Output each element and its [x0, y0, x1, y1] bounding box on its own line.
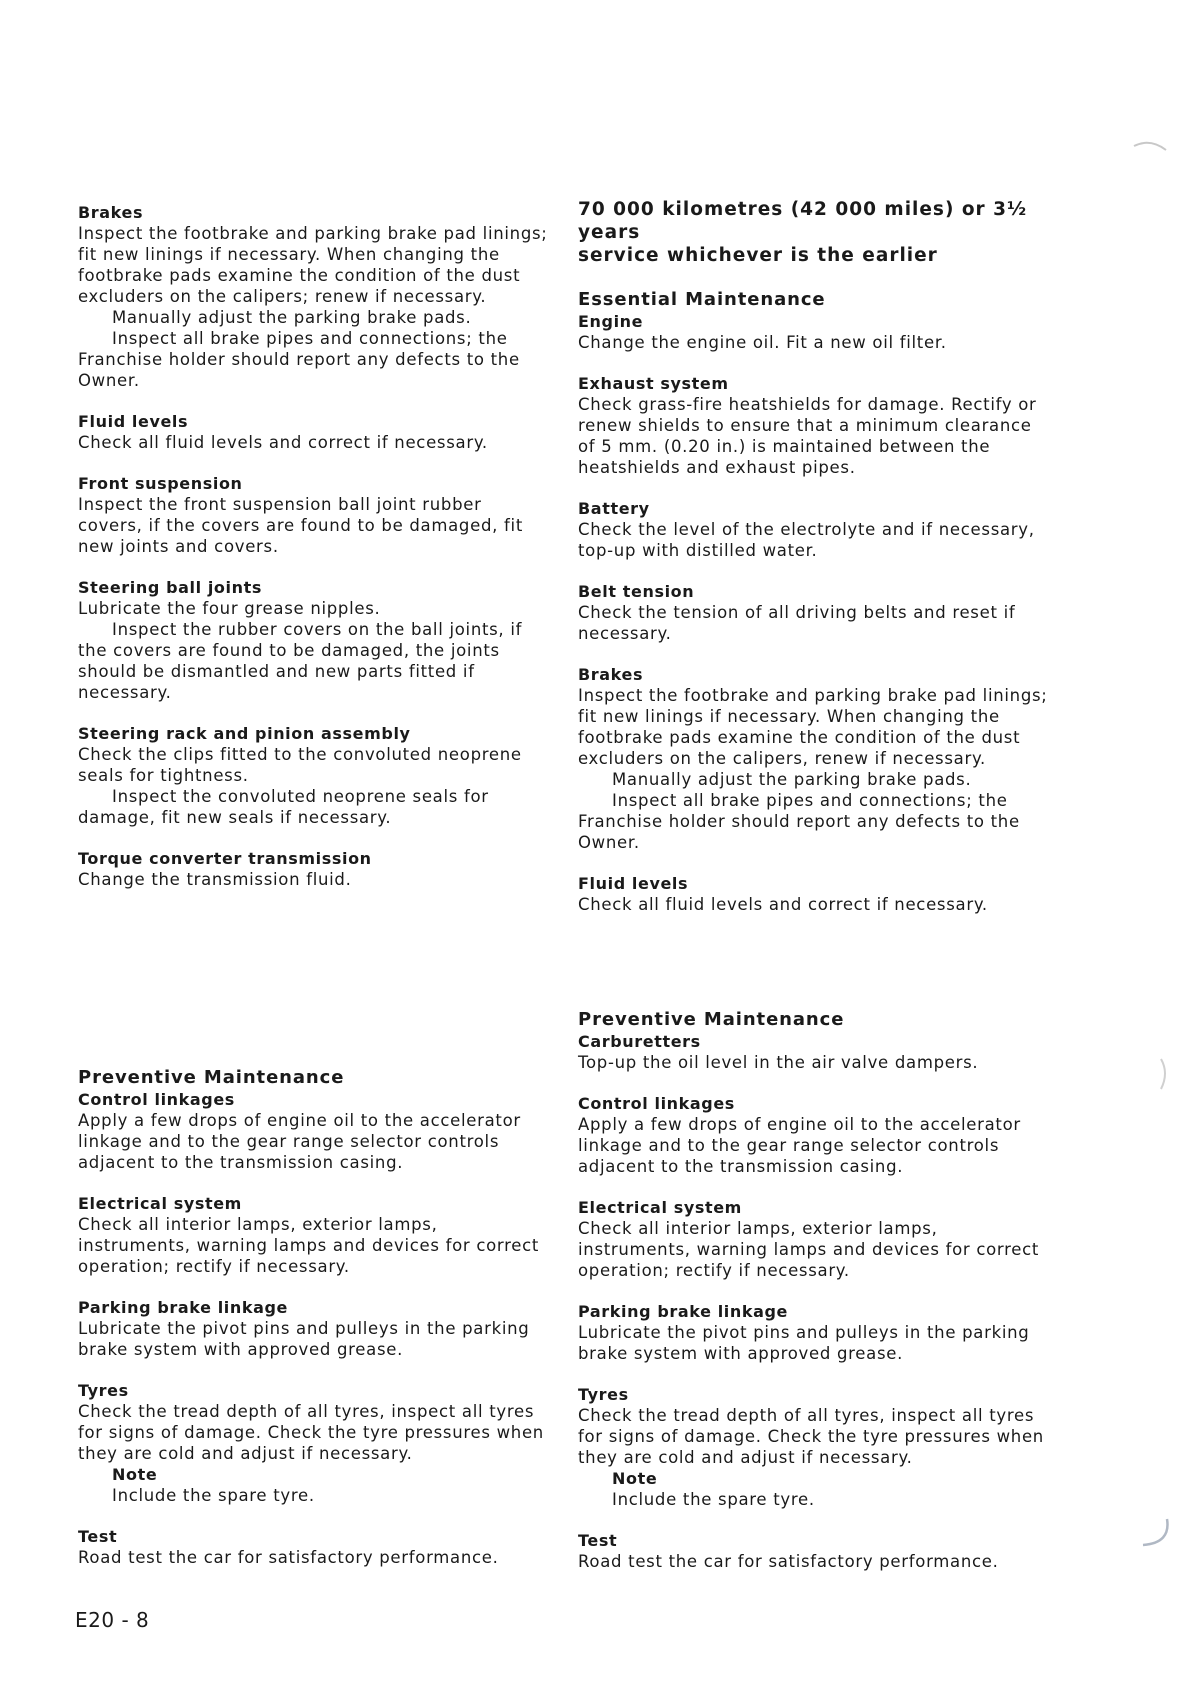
section-parking-brake-left: [78, 1297, 548, 1360]
section-text: Check grass-fire heatshields for damage. Rectify or renew shields to ensure that a minimum clearance of 5 mm. (0.20 in.) is maintained between the heatshields and exhaust pipes.: [578, 395, 1037, 477]
section-heading: Battery: [578, 499, 650, 518]
section-text: Top-up the oil level in the air valve dampers.: [578, 1053, 979, 1072]
section-title: Preventive Maintenance: [78, 1067, 345, 1088]
section-brakes-left: [78, 202, 548, 391]
section-text: Road test the car for satisfactory performance.: [78, 1548, 499, 1567]
section-text: Inspect all brake pipes and connections; the Franchise holder should report any defects to the Owner.: [578, 791, 1020, 852]
section-text: Lubricate the four grease nipples.: [78, 599, 381, 618]
section-heading: Torque converter transmission: [78, 849, 372, 868]
section-text: Lubricate the pivot pins and pulleys in the parking brake system with approved grease.: [78, 1319, 530, 1359]
section-belt-tension: [578, 581, 1048, 644]
section-text: Road test the car for satisfactory performance.: [578, 1552, 999, 1571]
section-control-linkages-left: [78, 1089, 548, 1173]
scan-mark-top: [1130, 138, 1170, 168]
section-text: Inspect the footbrake and parking brake pad linings; fit new linings if necessary. When changing the footbrake pads examine the condition of the dust excluders on the calipers; renew if necessary.: [78, 224, 548, 306]
service-interval-heading: service whichever is the earlier: [578, 245, 938, 266]
section-text: Check all interior lamps, exterior lamps, instruments, warning lamps and devices for correct operation; rectify if necessary.: [78, 1215, 540, 1276]
scan-mark-middle: [1155, 1055, 1175, 1095]
section-heading: Fluid levels: [78, 412, 189, 431]
section-fluid-levels-right: [578, 873, 1048, 915]
left-bottom-column: [78, 1066, 548, 1568]
section-text: Inspect the footbrake and parking brake pad linings; fit new linings if necessary. When changing the footbrake pads examine the condition of the dust excluders on the calipers, renew if necessary.: [578, 686, 1048, 768]
section-text: Inspect the rubber covers on the ball joints, if the covers are found to be damaged, the joints should be dismantled and new parts fitted if necessary.: [78, 620, 523, 702]
section-tyres-right: [578, 1384, 1048, 1510]
section-text: Check the clips fitted to the convoluted neoprene seals for tightness.: [78, 745, 522, 785]
service-interval-heading: 70 000 kilometres (42 000 miles) or 3½ years: [578, 199, 1028, 243]
right-bottom-column: [578, 1008, 1048, 1572]
section-electrical-right: [578, 1197, 1048, 1281]
section-torque-converter: [78, 848, 548, 890]
section-heading: Control linkages: [578, 1094, 735, 1113]
section-battery: [578, 498, 1048, 561]
section-text: Manually adjust the parking brake pads.: [112, 308, 472, 327]
section-heading: Steering rack and pinion assembly: [78, 724, 411, 743]
section-heading: Brakes: [578, 665, 644, 684]
section-text: Check the tension of all driving belts and reset if necessary.: [578, 603, 1016, 643]
section-control-linkages-right: [578, 1093, 1048, 1177]
section-text: Change the transmission fluid.: [78, 870, 352, 889]
section-title: Preventive Maintenance: [578, 1009, 845, 1030]
section-steering-ball-joints: [78, 577, 548, 703]
section-fluid-levels-left: [78, 411, 548, 453]
section-text: Change the engine oil. Fit a new oil filter.: [578, 333, 947, 352]
scan-mark-bottom: [1135, 1515, 1175, 1555]
section-heading: Control linkages: [78, 1090, 235, 1109]
section-text: Check all interior lamps, exterior lamps, instruments, warning lamps and devices for correct operation; rectify if necessary.: [578, 1219, 1040, 1280]
section-heading: Front suspension: [78, 474, 243, 493]
section-text: Check the level of the electrolyte and if necessary, top-up with distilled water.: [578, 520, 1035, 560]
section-brakes-right: [578, 664, 1048, 853]
section-text: Check all fluid levels and correct if necessary.: [78, 433, 488, 452]
page-number: E20 - 8: [75, 1608, 150, 1632]
section-heading: Test: [578, 1531, 618, 1550]
section-heading: Tyres: [578, 1385, 629, 1404]
note-text: Include the spare tyre.: [612, 1490, 815, 1509]
section-test-left: [78, 1526, 548, 1568]
note-label: Note: [612, 1469, 658, 1488]
section-text: Apply a few drops of engine oil to the accelerator linkage and to the gear range selector controls adjacent to the transmission casing.: [578, 1115, 1021, 1176]
section-text: Inspect the front suspension ball joint rubber covers, if the covers are found to be damaged, fit new joints and covers.: [78, 495, 523, 556]
section-title: Essential Maintenance: [578, 289, 826, 310]
section-heading: Belt tension: [578, 582, 695, 601]
left-top-column: [78, 202, 548, 890]
section-heading: Electrical system: [78, 1194, 242, 1213]
section-electrical-left: [78, 1193, 548, 1277]
section-heading: Parking brake linkage: [578, 1302, 788, 1321]
section-heading: Steering ball joints: [78, 578, 262, 597]
section-heading: Tyres: [78, 1381, 129, 1400]
section-heading: Engine: [578, 312, 644, 331]
section-parking-brake-right: [578, 1301, 1048, 1364]
section-heading: Exhaust system: [578, 374, 729, 393]
section-text: Lubricate the pivot pins and pulleys in the parking brake system with approved grease.: [578, 1323, 1030, 1363]
section-text: Manually adjust the parking brake pads.: [612, 770, 972, 789]
section-heading: Brakes: [78, 203, 144, 222]
section-heading: Test: [78, 1527, 118, 1546]
section-exhaust-system: [578, 373, 1048, 478]
section-text: Apply a few drops of engine oil to the accelerator linkage and to the gear range selector controls adjacent to the transmission casing.: [78, 1111, 521, 1172]
section-test-right: [578, 1530, 1048, 1572]
right-top-column: [578, 198, 1048, 915]
section-text: Inspect the convoluted neoprene seals for damage, fit new seals if necessary.: [78, 787, 489, 827]
section-heading: Fluid levels: [578, 874, 689, 893]
section-tyres-left: [78, 1380, 548, 1506]
section-carburetters: [578, 1031, 1048, 1073]
section-heading: Electrical system: [578, 1198, 742, 1217]
section-engine: [578, 311, 1048, 353]
note-text: Include the spare tyre.: [112, 1486, 315, 1505]
section-text: Check all fluid levels and correct if necessary.: [578, 895, 988, 914]
section-front-suspension: [78, 473, 548, 557]
note-label: Note: [112, 1465, 158, 1484]
section-heading: Parking brake linkage: [78, 1298, 288, 1317]
section-text: Check the tread depth of all tyres, inspect all tyres for signs of damage. Check the tyre pressures when they are cold and adjust if necessary.: [78, 1402, 544, 1463]
section-heading: Carburetters: [578, 1032, 701, 1051]
section-steering-rack: [78, 723, 548, 828]
section-text: Check the tread depth of all tyres, inspect all tyres for signs of damage. Check the tyre pressures when they are cold and adjust if necessary.: [578, 1406, 1044, 1467]
section-text: Inspect all brake pipes and connections; the Franchise holder should report any defects to the Owner.: [78, 329, 520, 390]
